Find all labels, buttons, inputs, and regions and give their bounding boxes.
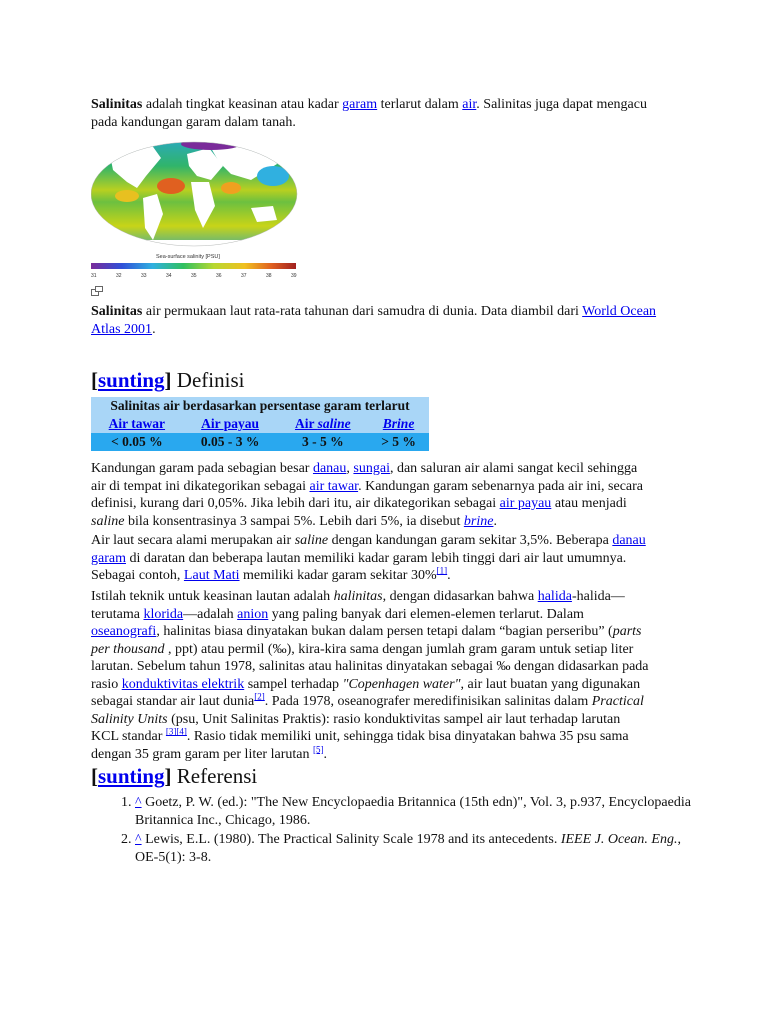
link-text: Air bbox=[294, 416, 318, 431]
text: di daratan dan beberapa lautan memiliki kadar garam lebih tinggi dari air laut umumnya. Sebagai contoh, bbox=[91, 550, 627, 583]
scale-tick-label: 36 bbox=[216, 273, 222, 279]
link-air-tawar[interactable]: Air tawar bbox=[108, 416, 166, 431]
paragraph-3 bbox=[91, 588, 651, 763]
list-item bbox=[135, 831, 695, 866]
salinity-table bbox=[91, 397, 429, 451]
citation-5[interactable]: [5] bbox=[312, 743, 324, 754]
intro-text: terlarut dalam bbox=[377, 97, 463, 112]
italic-text: IEEE J. Ocean. Eng. bbox=[560, 832, 678, 847]
text: , ppt) atau permil (‰), kira-kira sama dengan jumlah gram garam untuk setiap liter larutan. Sebelum tahun 1978, salinitas atau halinitas dinyatakan sebagai ‰ dengan didasarkan pada rasio bbox=[91, 641, 649, 692]
scale-tick-label: 31 bbox=[91, 273, 97, 279]
text: . bbox=[493, 513, 497, 529]
link-danau-garam[interactable]: danau garam bbox=[91, 533, 646, 566]
table-header-cell bbox=[183, 415, 278, 433]
table-header-cell bbox=[368, 415, 429, 433]
link-halida[interactable]: halida bbox=[537, 589, 572, 604]
heading-definisi bbox=[91, 368, 244, 392]
caption-term: Salinitas bbox=[91, 304, 143, 319]
link-text-italic: brine bbox=[463, 513, 494, 529]
reference-text: Lewis, E.L. (1980). The Practical Salinity Scale 1978 and its antecedents. bbox=[141, 832, 561, 847]
intro-text: adalah tingkat keasinan atau kadar bbox=[142, 97, 343, 112]
section-title: Definisi bbox=[171, 368, 245, 392]
text: . Kandungan garam sebenarnya pada air ini, secara definisi, kurang dari 0,05%. Jika lebih dari itu, air dikategorikan sebagai bbox=[91, 478, 643, 511]
bracket-open: [ bbox=[91, 764, 98, 788]
link-brine[interactable] bbox=[383, 416, 415, 431]
text: -halida—terutama bbox=[91, 589, 625, 622]
reference-text: , OE-5(1): 3-8. bbox=[135, 832, 681, 865]
link-danau[interactable]: danau bbox=[312, 461, 347, 476]
link-air[interactable]: air bbox=[462, 97, 477, 112]
heading-referensi bbox=[91, 764, 257, 788]
link-brine[interactable] bbox=[464, 514, 494, 529]
salinity-map-image bbox=[91, 136, 301, 284]
text: , air laut buatan yang digunakan sebagai standar air laut dunia bbox=[91, 676, 641, 709]
scale-tick-label: 35 bbox=[191, 273, 197, 279]
italic-text: saline bbox=[91, 513, 125, 529]
bracket-close: ] bbox=[164, 368, 172, 392]
link-klorida[interactable]: klorida bbox=[143, 606, 184, 622]
citation-3-4[interactable]: [3][4] bbox=[165, 726, 187, 737]
list-item bbox=[135, 794, 695, 829]
text: —adalah bbox=[183, 606, 238, 622]
edit-link-referensi[interactable]: sunting bbox=[98, 764, 165, 788]
bracket-open: [ bbox=[91, 368, 98, 392]
text: , halinitas biasa dinyatakan bukan dalam persen tetapi dalam “bagian perseribu” ( bbox=[156, 624, 613, 639]
scale-tick-label: 39 bbox=[291, 273, 297, 279]
paragraph-1 bbox=[91, 460, 651, 530]
table-caption: Salinitas air berdasarkan persentase garam terlarut bbox=[91, 397, 429, 415]
figure-caption bbox=[91, 303, 671, 338]
link-text-italic: Brine bbox=[382, 416, 415, 431]
scale-tick-label: 32 bbox=[116, 273, 122, 279]
text: bila konsentrasinya 3 sampai 5%. Lebih dari 5%, ia disebut bbox=[124, 513, 464, 529]
link-air-tawar[interactable]: air tawar bbox=[309, 478, 359, 494]
table-cell: 3 - 5 % bbox=[277, 433, 368, 451]
italic-text: "Copenhagen water" bbox=[342, 676, 461, 692]
link-sungai[interactable]: sungai bbox=[353, 461, 390, 476]
italic-text: Practical Salinity Units bbox=[91, 694, 644, 727]
scale-tick-label: 38 bbox=[266, 273, 272, 279]
text: Kandungan garam pada sebagian besar bbox=[91, 461, 313, 476]
reference-list bbox=[91, 794, 695, 868]
table-header-cell bbox=[91, 415, 183, 433]
text: Air laut secara alami merupakan air bbox=[91, 533, 295, 548]
table-cell: 0.05 - 3 % bbox=[183, 433, 278, 451]
text: , bbox=[346, 461, 354, 476]
italic-text: halinitas bbox=[333, 589, 383, 604]
text: (psu, Unit Salinitas Praktis): rasio konduktivitas sampel air laut terhadap larutan KCL standar bbox=[91, 711, 621, 744]
bracket-close: ] bbox=[164, 764, 172, 788]
text: . bbox=[323, 746, 327, 762]
scale-tick-label: 33 bbox=[141, 273, 147, 279]
text: . Pada 1978, oseanografer meredifinisikan salinitas dalam bbox=[264, 694, 592, 709]
citation-1[interactable]: [1] bbox=[436, 565, 448, 576]
intro-paragraph bbox=[91, 96, 651, 131]
link-air-payau[interactable]: air payau bbox=[499, 496, 552, 511]
citation-2[interactable]: [2] bbox=[254, 691, 265, 702]
text: memiliki kadar garam sekitar 30% bbox=[239, 568, 437, 583]
link-text-italic: saline bbox=[317, 416, 351, 431]
caption-text: . bbox=[152, 321, 156, 337]
text: , dan saluran air alami sangat kecil sehingga air di tempat ini dikategorikan sebagai bbox=[91, 461, 638, 494]
link-air-saline[interactable] bbox=[295, 416, 351, 431]
link-garam[interactable]: garam bbox=[342, 97, 378, 112]
reference-text: Goetz, P. W. (ed.): "The New Encyclopaedia Britannica (15th edn)", Vol. 3, p.937, Encyclopaedia Britannica Inc., Chicago, 1986. bbox=[135, 795, 691, 828]
italic-text: saline bbox=[294, 533, 329, 548]
scale-tick-label: 34 bbox=[166, 273, 172, 279]
table-cell: < 0.05 % bbox=[91, 433, 183, 451]
text: , dengan didasarkan bahwa bbox=[382, 589, 538, 604]
enlarge-icon[interactable] bbox=[91, 284, 103, 294]
text: atau menjadi bbox=[551, 496, 627, 511]
text: Istilah teknik untuk keasinan lautan adalah bbox=[91, 589, 334, 604]
scale-title: Sea-surface salinity [PSU] bbox=[156, 254, 220, 260]
table-header-cell bbox=[277, 415, 368, 433]
intro-term: Salinitas bbox=[91, 97, 143, 112]
link-konduktivitas-elektrik[interactable]: konduktivitas elektrik bbox=[121, 676, 245, 692]
italic-text: parts per thousand bbox=[91, 624, 642, 657]
scale-tick-label: 37 bbox=[241, 273, 247, 279]
text: . Rasio tidak memiliki unit, sehingga tidak bisa dinyatakan bahwa 35 psu sama dengan 35 gram garam per liter larutan bbox=[91, 729, 629, 762]
paragraph-2 bbox=[91, 532, 651, 585]
section-title: Referensi bbox=[171, 764, 258, 788]
caption-text: air permukaan laut rata-rata tahunan dari samudra di dunia. Data diambil dari bbox=[142, 304, 583, 319]
link-air-payau[interactable]: Air payau bbox=[201, 416, 260, 431]
table-cell: > 5 % bbox=[368, 433, 429, 451]
backlink-caret[interactable]: ^ bbox=[135, 832, 142, 847]
link-oseanografi[interactable]: oseanografi bbox=[91, 624, 157, 639]
salinity-color-scale bbox=[91, 263, 296, 269]
text: sampel terhadap bbox=[244, 676, 343, 692]
text: yang paling banyak dari elemen-elemen terlarut. Dalam bbox=[268, 606, 584, 622]
salinity-map-figure[interactable] bbox=[91, 136, 301, 296]
intro-text: . Salinitas juga dapat mengacu pada kandungan garam dalam tanah. bbox=[91, 97, 647, 130]
backlink-caret[interactable]: ^ bbox=[135, 795, 142, 810]
text: dengan kandungan garam sekitar 3,5%. Beberapa bbox=[328, 533, 613, 548]
link-laut-mati[interactable]: Laut Mati bbox=[183, 568, 240, 583]
edit-link-definisi[interactable]: sunting bbox=[98, 368, 165, 392]
link-anion[interactable]: anion bbox=[237, 606, 269, 622]
link-world-ocean-atlas[interactable]: World Ocean Atlas 2001 bbox=[91, 304, 657, 337]
text: . bbox=[447, 568, 451, 583]
